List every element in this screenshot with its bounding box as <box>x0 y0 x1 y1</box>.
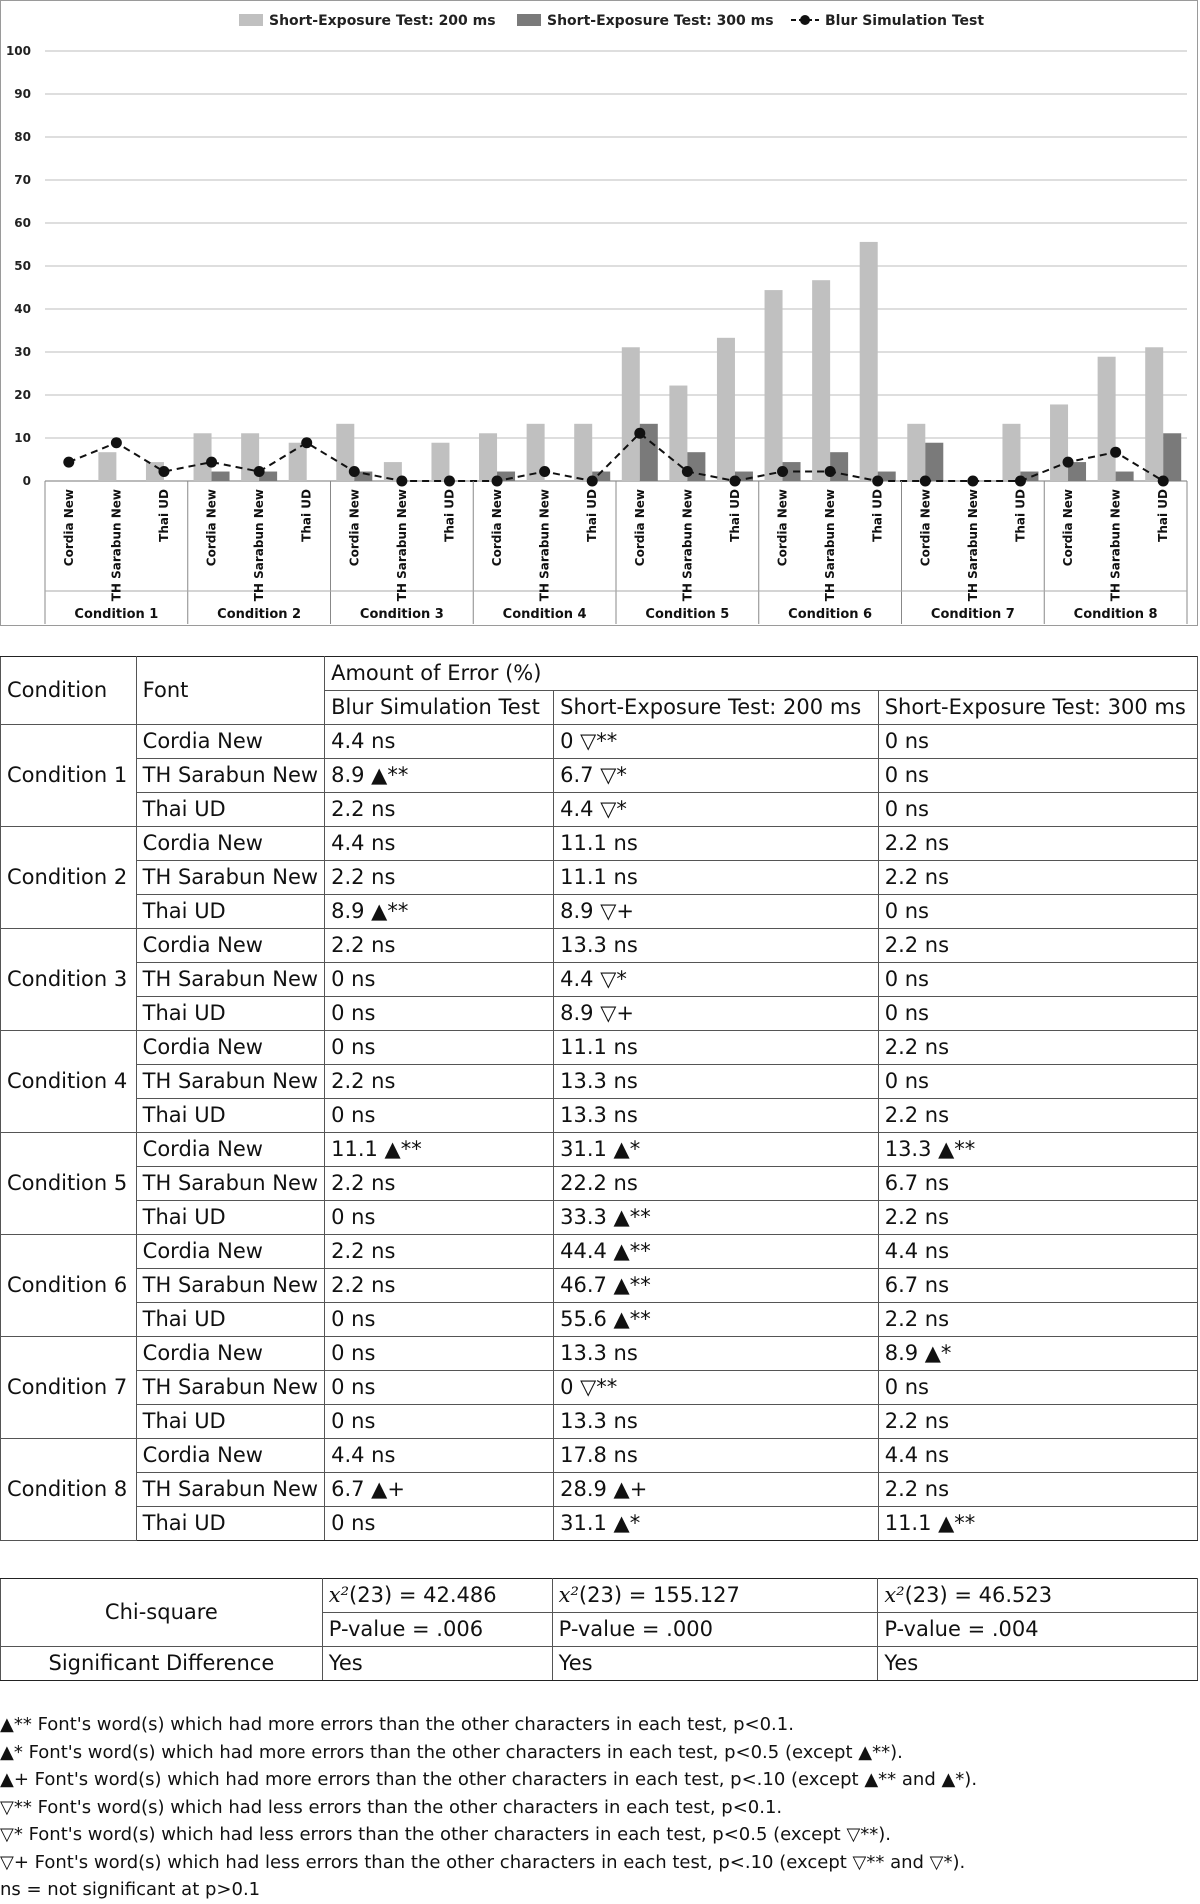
font-cell: Thai UD <box>136 997 324 1031</box>
x-tick-font-label: TH Sarabun New <box>823 489 838 602</box>
font-cell: TH Sarabun New <box>136 1167 324 1201</box>
se300-cell: 2.2 ns <box>878 929 1197 963</box>
blur-point <box>254 466 265 477</box>
se200-cell: 13.3 ns <box>554 1405 879 1439</box>
table-row <box>1 1303 1198 1337</box>
font-cell: Thai UD <box>136 1507 324 1541</box>
blur-point <box>1158 476 1169 487</box>
se300-cell: 0 ns <box>878 725 1197 759</box>
x-tick-condition-label: Condition 3 <box>359 607 444 622</box>
font-cell: Thai UD <box>136 895 324 929</box>
x-tick-font-label: TH Sarabun New <box>537 489 552 602</box>
x-tick-font-label: TH Sarabun New <box>109 489 124 602</box>
table-row <box>1 1065 1198 1099</box>
blur-point <box>111 437 122 448</box>
se200-cell: 13.3 ns <box>554 929 879 963</box>
blur-cell: 2.2 ns <box>325 1167 554 1201</box>
blur-point <box>1015 476 1026 487</box>
bar-se200 <box>860 242 878 481</box>
x2-symbol: 𝑥² <box>884 1583 905 1607</box>
p-value-se200: P-value = .000 <box>552 1613 878 1647</box>
se300-cell: 0 ns <box>878 793 1197 827</box>
font-cell: Thai UD <box>136 1405 324 1439</box>
table-row <box>1 793 1198 827</box>
footnotes <box>0 1711 1198 1904</box>
blur-cell: 8.9 ▲** <box>325 759 554 793</box>
bar-se200 <box>812 280 830 481</box>
table-row <box>1 1269 1198 1303</box>
bar-se200 <box>1002 424 1020 481</box>
x-tick-font-label: Thai UD <box>1156 489 1171 542</box>
se200-cell: 4.4 ▽* <box>554 963 879 997</box>
footnote: ▲** Font's word(s) which had more errors than the other characters in each test, p<0.1. <box>0 1714 794 1735</box>
blur-point <box>1110 447 1121 458</box>
se200-cell: 13.3 ns <box>554 1099 879 1133</box>
blur-cell: 11.1 ▲** <box>325 1133 554 1167</box>
x-tick-condition-label: Condition 2 <box>217 607 302 622</box>
blur-cell: 2.2 ns <box>325 1065 554 1099</box>
footnote: ▽** Font's word(s) which had less errors than the other characters in each test, p<0.1. <box>0 1796 783 1818</box>
se200-cell: 0 ▽** <box>554 725 879 759</box>
x-tick-condition-label: Condition 4 <box>502 607 587 622</box>
blur-cell: 0 ns <box>325 1201 554 1235</box>
y-tick-label: 10 <box>14 431 31 445</box>
font-cell: Thai UD <box>136 793 324 827</box>
x-tick-condition-label: Condition 7 <box>930 607 1015 622</box>
blur-point <box>872 476 883 487</box>
font-cell: TH Sarabun New <box>136 963 324 997</box>
blur-point <box>682 466 693 477</box>
bar-se300 <box>212 472 230 481</box>
y-tick-label: 50 <box>14 259 31 273</box>
table-row <box>1 827 1198 861</box>
table-row <box>1 1405 1198 1439</box>
se200-cell: 31.1 ▲* <box>554 1507 879 1541</box>
se300-cell: 4.4 ns <box>878 1439 1197 1473</box>
legend-label-se200: Short-Exposure Test: 200 ms <box>269 13 496 29</box>
chi-blur-stat: 𝑥²(23) = 42.486 <box>322 1579 552 1613</box>
header-se200: Short-Exposure Test: 200 ms <box>554 691 879 725</box>
table-row <box>1 1337 1198 1371</box>
chi-se200-stat: 𝑥²(23) = 155.127 <box>552 1579 878 1613</box>
se300-cell: 2.2 ns <box>878 861 1197 895</box>
font-cell: Cordia New <box>136 725 324 759</box>
p-value-blur: P-value = .006 <box>322 1613 552 1647</box>
table-row <box>1 1099 1198 1133</box>
x-tick-font-label: Cordia New <box>347 489 362 567</box>
x2-symbol: 𝑥² <box>328 1583 350 1607</box>
se300-cell: 11.1 ▲** <box>878 1507 1197 1541</box>
y-tick-label: 90 <box>14 87 31 101</box>
table-row <box>1 759 1198 793</box>
bar-se200 <box>622 347 640 481</box>
table-row <box>1 895 1198 929</box>
blur-point <box>206 457 217 468</box>
se300-cell: 2.2 ns <box>878 827 1197 861</box>
blur-cell: 0 ns <box>325 963 554 997</box>
se300-cell: 0 ns <box>878 759 1197 793</box>
blur-cell: 0 ns <box>325 1303 554 1337</box>
x-tick-condition-label: Condition 5 <box>645 607 730 622</box>
condition-cell: Condition 5 <box>1 1133 137 1235</box>
x-tick-font-label: Thai UD <box>727 489 742 542</box>
error-chart <box>1 1 1199 627</box>
bar-se200 <box>289 443 307 481</box>
y-tick-label: 40 <box>14 302 31 316</box>
blur-cell: 0 ns <box>325 1031 554 1065</box>
bar-se200 <box>1145 347 1163 481</box>
se300-cell: 0 ns <box>878 1065 1197 1099</box>
font-cell: Thai UD <box>136 1099 324 1133</box>
legend-swatch-se300 <box>517 14 541 26</box>
se300-cell: 4.4 ns <box>878 1235 1197 1269</box>
bar-se300 <box>925 443 943 481</box>
x-tick-font-label: Cordia New <box>775 489 790 567</box>
se300-cell: 0 ns <box>878 1371 1197 1405</box>
condition-cell: Condition 1 <box>1 725 137 827</box>
blur-point <box>539 466 550 477</box>
blur-cell: 0 ns <box>325 1099 554 1133</box>
bar-se200 <box>717 338 735 481</box>
table-row <box>1 1235 1198 1269</box>
se300-cell: 2.2 ns <box>878 1405 1197 1439</box>
blur-point <box>63 457 74 468</box>
chi-square-table <box>0 1578 1198 1681</box>
x-tick-font-label: Thai UD <box>585 489 600 542</box>
font-cell: Cordia New <box>136 1031 324 1065</box>
header-condition: Condition <box>1 657 137 725</box>
se200-cell: 22.2 ns <box>554 1167 879 1201</box>
font-cell: Thai UD <box>136 1303 324 1337</box>
blur-point <box>158 466 169 477</box>
x-tick-font-label: Thai UD <box>156 489 171 542</box>
blur-cell: 0 ns <box>325 997 554 1031</box>
header-se300: Short-Exposure Test: 300 ms <box>878 691 1197 725</box>
legend-swatch-se200 <box>239 14 263 26</box>
sig-blur: Yes <box>322 1647 552 1681</box>
blur-point <box>396 476 407 487</box>
y-tick-label: 80 <box>14 130 31 144</box>
font-cell: TH Sarabun New <box>136 1065 324 1099</box>
footnote: ▽+ Font's word(s) which had less errors than the other characters in each test, p<.10 (except ▽** and ▽*). <box>0 1851 966 1873</box>
se200-cell: 28.9 ▲+ <box>554 1473 879 1507</box>
bar-se200 <box>765 290 783 481</box>
se300-cell: 0 ns <box>878 963 1197 997</box>
x-tick-font-label: Thai UD <box>1013 489 1028 542</box>
bar-se300 <box>830 452 848 481</box>
footnote: ▲* Font's word(s) which had more errors than the other characters in each test, p<0.5 (except ▲**). <box>0 1741 903 1763</box>
blur-cell: 2.2 ns <box>325 793 554 827</box>
legend-label-se300: Short-Exposure Test: 300 ms <box>547 13 774 29</box>
blur-cell: 0 ns <box>325 1405 554 1439</box>
footnote: ▽* Font's word(s) which had less errors than the other characters in each test, p<0.5 (except ▽**). <box>0 1824 892 1845</box>
table-row <box>1 861 1198 895</box>
blur-point <box>492 476 503 487</box>
se300-cell: 0 ns <box>878 895 1197 929</box>
se300-cell: 6.7 ns <box>878 1269 1197 1303</box>
se300-cell: 13.3 ▲** <box>878 1133 1197 1167</box>
x-tick-font-label: Thai UD <box>442 489 457 542</box>
header-blur: Blur Simulation Test <box>325 691 554 725</box>
se200-cell: 6.7 ▽* <box>554 759 879 793</box>
font-cell: Cordia New <box>136 1235 324 1269</box>
font-cell: Cordia New <box>136 1439 324 1473</box>
legend-label-blur: Blur Simulation Test <box>825 13 985 29</box>
header-amount-of-error: Amount of Error (%) <box>325 657 1198 691</box>
se200-cell: 13.3 ns <box>554 1065 879 1099</box>
chi-se300-stat: 𝑥²(23) = 46.523 <box>878 1579 1198 1613</box>
chi-square-label: Chi-square <box>1 1579 323 1647</box>
bar-se300 <box>1116 472 1134 481</box>
condition-cell: Condition 2 <box>1 827 137 929</box>
x-tick-font-label: Cordia New <box>61 489 76 567</box>
condition-cell: Condition 4 <box>1 1031 137 1133</box>
blur-point <box>634 428 645 439</box>
y-tick-label: 60 <box>14 216 31 230</box>
header-font: Font <box>136 657 324 725</box>
blur-point <box>444 476 455 487</box>
bar-se200 <box>907 424 925 481</box>
bar-se200 <box>431 443 449 481</box>
font-cell: TH Sarabun New <box>136 1269 324 1303</box>
se200-cell: 17.8 ns <box>554 1439 879 1473</box>
se300-cell: 2.2 ns <box>878 1099 1197 1133</box>
condition-cell: Condition 8 <box>1 1439 137 1541</box>
condition-cell: Condition 7 <box>1 1337 137 1439</box>
blur-cell: 0 ns <box>325 1507 554 1541</box>
x-tick-font-label: TH Sarabun New <box>680 489 695 602</box>
se300-cell: 2.2 ns <box>878 1201 1197 1235</box>
y-tick-label: 70 <box>14 173 31 187</box>
significance-row <box>1 1647 1198 1681</box>
se300-cell: 6.7 ns <box>878 1167 1197 1201</box>
y-tick-label: 100 <box>5 44 31 58</box>
blur-cell: 2.2 ns <box>325 929 554 963</box>
x2-symbol: 𝑥² <box>558 1583 579 1607</box>
se200-cell: 44.4 ▲** <box>554 1235 879 1269</box>
blur-point <box>825 466 836 477</box>
bar-se200 <box>194 433 212 481</box>
se200-cell: 0 ▽** <box>554 1371 879 1405</box>
se200-cell: 46.7 ▲** <box>554 1269 879 1303</box>
bar-se300 <box>687 452 705 481</box>
table-row <box>1 1473 1198 1507</box>
blur-point <box>587 476 598 487</box>
y-tick-label: 0 <box>22 474 31 488</box>
blur-point <box>349 466 360 477</box>
blur-cell: 2.2 ns <box>325 1235 554 1269</box>
table-row <box>1 1371 1198 1405</box>
blur-point <box>777 466 788 477</box>
blur-point <box>967 476 978 487</box>
font-cell: Cordia New <box>136 1133 324 1167</box>
se200-cell: 8.9 ▽+ <box>554 997 879 1031</box>
se200-cell: 31.1 ▲* <box>554 1133 879 1167</box>
x-tick-font-label: TH Sarabun New <box>252 489 267 602</box>
blur-point <box>1063 457 1074 468</box>
chi-row <box>1 1579 1198 1613</box>
bar-se200 <box>669 386 687 481</box>
sig-se300: Yes <box>878 1647 1198 1681</box>
bar-se200 <box>574 424 592 481</box>
blur-cell: 2.2 ns <box>325 1269 554 1303</box>
x-tick-condition-label: Condition 8 <box>1073 607 1158 622</box>
x-tick-condition-label: Condition 1 <box>74 607 159 622</box>
footnote: ns = not significant at p>0.1 <box>0 1879 261 1900</box>
blur-point <box>729 476 740 487</box>
x-tick-font-label: Cordia New <box>918 489 933 567</box>
blur-cell: 6.7 ▲+ <box>325 1473 554 1507</box>
x-tick-font-label: Cordia New <box>632 489 647 567</box>
blur-cell: 0 ns <box>325 1337 554 1371</box>
blur-cell: 4.4 ns <box>325 827 554 861</box>
table-row <box>1 929 1198 963</box>
table-row <box>1 1167 1198 1201</box>
bar-se200 <box>1098 357 1116 481</box>
se200-cell: 8.9 ▽+ <box>554 895 879 929</box>
table-row <box>1 1507 1198 1541</box>
x-tick-font-label: Cordia New <box>204 489 219 567</box>
font-cell: Cordia New <box>136 1337 324 1371</box>
font-cell: Cordia New <box>136 929 324 963</box>
table-row <box>1 997 1198 1031</box>
chart-frame <box>0 0 1198 626</box>
se300-cell: 2.2 ns <box>878 1473 1197 1507</box>
y-tick-label: 20 <box>14 388 31 402</box>
blur-cell: 4.4 ns <box>325 725 554 759</box>
se200-cell: 11.1 ns <box>554 861 879 895</box>
bar-se300 <box>1163 433 1181 481</box>
blur-point <box>301 437 312 448</box>
se300-cell: 8.9 ▲* <box>878 1337 1197 1371</box>
legend-marker-blur <box>800 15 810 25</box>
p-value-se300: P-value = .004 <box>878 1613 1198 1647</box>
font-cell: Thai UD <box>136 1201 324 1235</box>
table-row <box>1 1031 1198 1065</box>
x-tick-font-label: TH Sarabun New <box>965 489 980 602</box>
se300-cell: 0 ns <box>878 997 1197 1031</box>
blur-cell: 2.2 ns <box>325 861 554 895</box>
bar-se200 <box>1050 404 1068 481</box>
font-cell: TH Sarabun New <box>136 861 324 895</box>
sig-se200: Yes <box>552 1647 878 1681</box>
bar-se200 <box>479 433 497 481</box>
se200-cell: 4.4 ▽* <box>554 793 879 827</box>
error-table <box>0 656 1198 1541</box>
x-tick-font-label: TH Sarabun New <box>394 489 409 602</box>
se200-cell: 13.3 ns <box>554 1337 879 1371</box>
table-header-row-1 <box>1 657 1198 691</box>
condition-cell: Condition 6 <box>1 1235 137 1337</box>
font-cell: TH Sarabun New <box>136 1371 324 1405</box>
x-tick-font-label: TH Sarabun New <box>1108 489 1123 602</box>
font-cell: TH Sarabun New <box>136 1473 324 1507</box>
se200-cell: 55.6 ▲** <box>554 1303 879 1337</box>
condition-cell: Condition 3 <box>1 929 137 1031</box>
se200-cell: 11.1 ns <box>554 827 879 861</box>
bar-se200 <box>98 452 116 481</box>
table-row <box>1 1439 1198 1473</box>
table-row <box>1 963 1198 997</box>
x-tick-font-label: Thai UD <box>870 489 885 542</box>
table-row <box>1 725 1198 759</box>
significant-difference-label: Significant Difference <box>1 1647 323 1681</box>
x-tick-font-label: Cordia New <box>1061 489 1076 567</box>
blur-cell: 0 ns <box>325 1371 554 1405</box>
x-tick-font-label: Thai UD <box>299 489 314 542</box>
y-tick-label: 30 <box>14 345 31 359</box>
se300-cell: 2.2 ns <box>878 1031 1197 1065</box>
x-tick-font-label: Cordia New <box>490 489 505 567</box>
font-cell: TH Sarabun New <box>136 759 324 793</box>
x-tick-condition-label: Condition 6 <box>788 607 873 622</box>
blur-series-line <box>69 433 1163 481</box>
font-cell: Cordia New <box>136 827 324 861</box>
blur-cell: 8.9 ▲** <box>325 895 554 929</box>
blur-point <box>920 476 931 487</box>
footnote: ▲+ Font's word(s) which had more errors than the other characters in each test, p<.10 (except ▲** and ▲*). <box>0 1769 978 1790</box>
table-row <box>1 1201 1198 1235</box>
se200-cell: 33.3 ▲** <box>554 1201 879 1235</box>
table-row <box>1 1133 1198 1167</box>
blur-cell: 4.4 ns <box>325 1439 554 1473</box>
se200-cell: 11.1 ns <box>554 1031 879 1065</box>
se300-cell: 2.2 ns <box>878 1303 1197 1337</box>
